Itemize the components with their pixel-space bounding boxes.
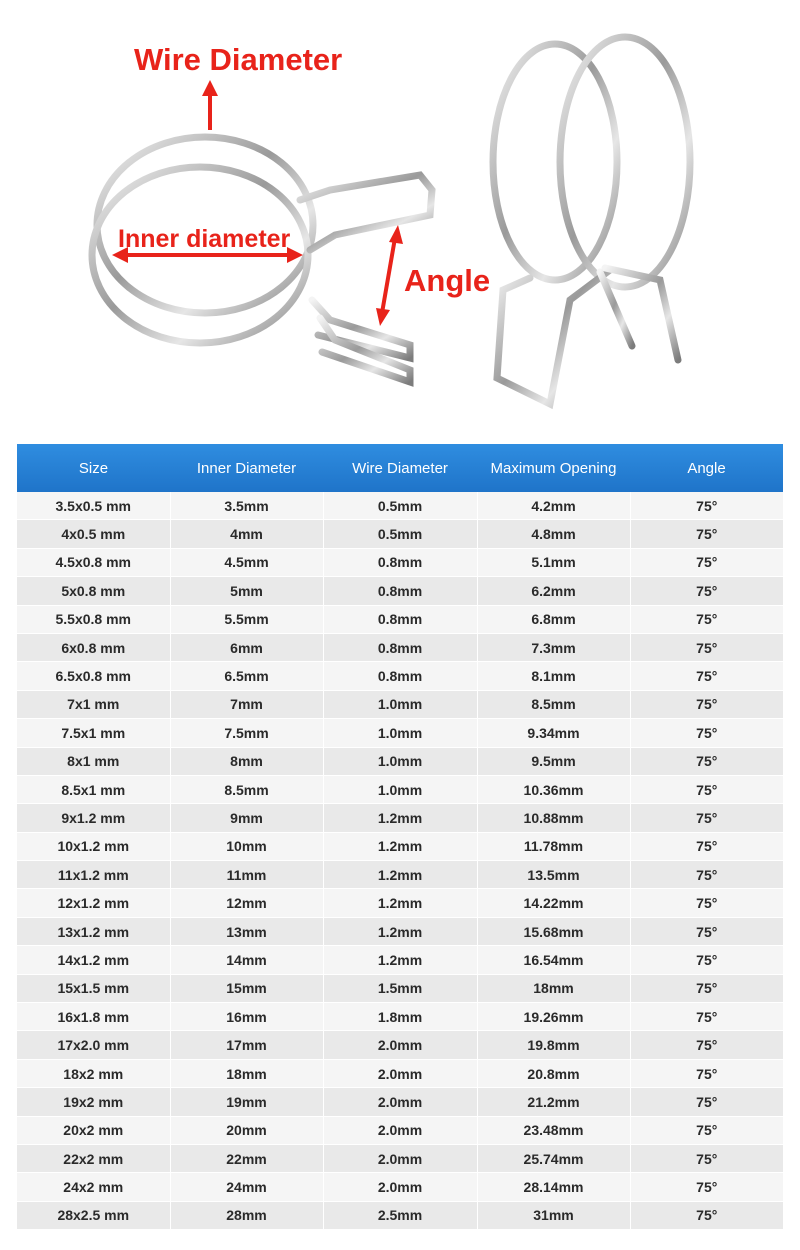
cell-size: 8x1 mm	[17, 747, 170, 775]
cell-angle: 75°	[630, 1144, 783, 1172]
cell-size: 3.5x0.5 mm	[17, 492, 170, 520]
table-row	[17, 662, 783, 690]
cell-wire-diameter: 0.5mm	[323, 520, 477, 548]
cell-inner-diameter: 20mm	[170, 1116, 323, 1144]
cell-wire-diameter: 1.0mm	[323, 690, 477, 718]
table-row	[17, 917, 783, 945]
table-row	[17, 1003, 783, 1031]
cell-wire-diameter: 1.5mm	[323, 974, 477, 1002]
cell-maximum-opening: 5.1mm	[477, 548, 630, 576]
cell-maximum-opening: 28.14mm	[477, 1173, 630, 1201]
cell-wire-diameter: 1.2mm	[323, 889, 477, 917]
table-row	[17, 747, 783, 775]
cell-size: 15x1.5 mm	[17, 974, 170, 1002]
cell-size: 5.5x0.8 mm	[17, 605, 170, 633]
annotation-arrows	[112, 80, 403, 326]
angle-arrow	[382, 238, 395, 313]
cell-angle: 75°	[630, 1031, 783, 1059]
cell-maximum-opening: 20.8mm	[477, 1059, 630, 1087]
cell-angle: 75°	[630, 1116, 783, 1144]
cell-angle: 75°	[630, 946, 783, 974]
cell-wire-diameter: 1.0mm	[323, 719, 477, 747]
cell-angle: 75°	[630, 492, 783, 520]
cell-wire-diameter: 1.2mm	[323, 917, 477, 945]
cell-size: 5x0.8 mm	[17, 577, 170, 605]
right-clamp-coil-front	[560, 37, 690, 287]
cell-inner-diameter: 5mm	[170, 577, 323, 605]
cell-size: 4.5x0.8 mm	[17, 548, 170, 576]
cell-inner-diameter: 9mm	[170, 804, 323, 832]
table-row	[17, 804, 783, 832]
right-clamp	[493, 37, 690, 404]
cell-wire-diameter: 0.8mm	[323, 548, 477, 576]
cell-wire-diameter: 2.0mm	[323, 1059, 477, 1087]
cell-inner-diameter: 12mm	[170, 889, 323, 917]
cell-maximum-opening: 18mm	[477, 974, 630, 1002]
cell-inner-diameter: 13mm	[170, 917, 323, 945]
cell-size: 6.5x0.8 mm	[17, 662, 170, 690]
cell-wire-diameter: 1.8mm	[323, 1003, 477, 1031]
table-row	[17, 889, 783, 917]
cell-inner-diameter: 6mm	[170, 633, 323, 661]
cell-size: 20x2 mm	[17, 1116, 170, 1144]
cell-maximum-opening: 7.3mm	[477, 633, 630, 661]
cell-maximum-opening: 31mm	[477, 1201, 630, 1229]
cell-wire-diameter: 2.0mm	[323, 1088, 477, 1116]
cell-inner-diameter: 4.5mm	[170, 548, 323, 576]
table-row	[17, 1201, 783, 1229]
cell-angle: 75°	[630, 577, 783, 605]
cell-size: 19x2 mm	[17, 1088, 170, 1116]
cell-maximum-opening: 16.54mm	[477, 946, 630, 974]
cell-inner-diameter: 4mm	[170, 520, 323, 548]
cell-size: 17x2.0 mm	[17, 1031, 170, 1059]
cell-angle: 75°	[630, 690, 783, 718]
cell-angle: 75°	[630, 1201, 783, 1229]
header-angle: Angle	[630, 444, 783, 492]
cell-wire-diameter: 2.0mm	[323, 1116, 477, 1144]
cell-size: 18x2 mm	[17, 1059, 170, 1087]
cell-maximum-opening: 13.5mm	[477, 861, 630, 889]
table-row	[17, 1144, 783, 1172]
cell-wire-diameter: 0.8mm	[323, 577, 477, 605]
cell-angle: 75°	[630, 775, 783, 803]
table-row	[17, 1088, 783, 1116]
cell-angle: 75°	[630, 548, 783, 576]
cell-size: 11x1.2 mm	[17, 861, 170, 889]
cell-angle: 75°	[630, 1173, 783, 1201]
cell-inner-diameter: 15mm	[170, 974, 323, 1002]
cell-inner-diameter: 24mm	[170, 1173, 323, 1201]
cell-size: 7x1 mm	[17, 690, 170, 718]
cell-wire-diameter: 0.8mm	[323, 605, 477, 633]
table-row	[17, 719, 783, 747]
cell-maximum-opening: 11.78mm	[477, 832, 630, 860]
cell-size: 22x2 mm	[17, 1144, 170, 1172]
cell-maximum-opening: 10.36mm	[477, 775, 630, 803]
cell-angle: 75°	[630, 804, 783, 832]
cell-wire-diameter: 2.5mm	[323, 1201, 477, 1229]
table-row	[17, 633, 783, 661]
header-inner-diameter: Inner Diameter	[170, 444, 323, 492]
cell-maximum-opening: 6.2mm	[477, 577, 630, 605]
cell-maximum-opening: 15.68mm	[477, 917, 630, 945]
cell-wire-diameter: 0.8mm	[323, 633, 477, 661]
cell-maximum-opening: 9.34mm	[477, 719, 630, 747]
cell-inner-diameter: 17mm	[170, 1031, 323, 1059]
inner-diameter-label: Inner diameter	[118, 225, 291, 253]
left-clamp	[92, 137, 432, 382]
cell-maximum-opening: 25.74mm	[477, 1144, 630, 1172]
cell-wire-diameter: 1.2mm	[323, 861, 477, 889]
cell-size: 6x0.8 mm	[17, 633, 170, 661]
cell-wire-diameter: 1.2mm	[323, 832, 477, 860]
cell-angle: 75°	[630, 633, 783, 661]
table-row	[17, 946, 783, 974]
cell-angle: 75°	[630, 917, 783, 945]
cell-wire-diameter: 0.8mm	[323, 662, 477, 690]
cell-size: 14x1.2 mm	[17, 946, 170, 974]
table-header-row	[17, 444, 783, 492]
table-row	[17, 974, 783, 1002]
table-row	[17, 861, 783, 889]
header-maximum-opening: Maximum Opening	[477, 444, 630, 492]
cell-angle: 75°	[630, 719, 783, 747]
cell-angle: 75°	[630, 1059, 783, 1087]
cell-inner-diameter: 16mm	[170, 1003, 323, 1031]
cell-size: 4x0.5 mm	[17, 520, 170, 548]
right-clamp-handle-left	[497, 270, 610, 404]
cell-inner-diameter: 5.5mm	[170, 605, 323, 633]
table-row	[17, 548, 783, 576]
cell-maximum-opening: 10.88mm	[477, 804, 630, 832]
cell-size: 12x1.2 mm	[17, 889, 170, 917]
angle-label: Angle	[404, 263, 491, 298]
cell-inner-diameter: 19mm	[170, 1088, 323, 1116]
cell-angle: 75°	[630, 662, 783, 690]
right-clamp-coil-back	[493, 44, 617, 280]
cell-wire-diameter: 2.0mm	[323, 1144, 477, 1172]
table-row	[17, 520, 783, 548]
cell-maximum-opening: 19.8mm	[477, 1031, 630, 1059]
cell-inner-diameter: 3.5mm	[170, 492, 323, 520]
cell-maximum-opening: 9.5mm	[477, 747, 630, 775]
cell-angle: 75°	[630, 861, 783, 889]
cell-inner-diameter: 8mm	[170, 747, 323, 775]
table-row	[17, 775, 783, 803]
header-wire-diameter: Wire Diameter	[323, 444, 477, 492]
cell-angle: 75°	[630, 747, 783, 775]
left-clamp-handle-upper	[300, 175, 432, 250]
table-row	[17, 492, 783, 520]
cell-maximum-opening: 19.26mm	[477, 1003, 630, 1031]
cell-maximum-opening: 8.5mm	[477, 690, 630, 718]
table-row	[17, 690, 783, 718]
cell-wire-diameter: 1.0mm	[323, 775, 477, 803]
cell-size: 9x1.2 mm	[17, 804, 170, 832]
cell-size: 13x1.2 mm	[17, 917, 170, 945]
product-illustration	[0, 0, 800, 430]
cell-inner-diameter: 14mm	[170, 946, 323, 974]
cell-angle: 75°	[630, 605, 783, 633]
table-row	[17, 1173, 783, 1201]
cell-inner-diameter: 28mm	[170, 1201, 323, 1229]
size-table	[17, 444, 783, 1230]
cell-maximum-opening: 23.48mm	[477, 1116, 630, 1144]
spring-clamp-drawing	[0, 0, 800, 430]
cell-maximum-opening: 4.8mm	[477, 520, 630, 548]
table-row	[17, 832, 783, 860]
cell-maximum-opening: 4.2mm	[477, 492, 630, 520]
cell-inner-diameter: 8.5mm	[170, 775, 323, 803]
cell-maximum-opening: 6.8mm	[477, 605, 630, 633]
cell-size: 28x2.5 mm	[17, 1201, 170, 1229]
table-row	[17, 1059, 783, 1087]
table-row	[17, 605, 783, 633]
table-row	[17, 1031, 783, 1059]
cell-wire-diameter: 2.0mm	[323, 1173, 477, 1201]
cell-size: 16x1.8 mm	[17, 1003, 170, 1031]
cell-inner-diameter: 22mm	[170, 1144, 323, 1172]
cell-wire-diameter: 0.5mm	[323, 492, 477, 520]
cell-inner-diameter: 6.5mm	[170, 662, 323, 690]
table-body	[17, 492, 783, 1230]
cell-wire-diameter: 1.0mm	[323, 747, 477, 775]
cell-wire-diameter: 1.2mm	[323, 946, 477, 974]
table-row	[17, 1116, 783, 1144]
header-size: Size	[17, 444, 170, 492]
cell-maximum-opening: 14.22mm	[477, 889, 630, 917]
cell-inner-diameter: 7mm	[170, 690, 323, 718]
cell-size: 10x1.2 mm	[17, 832, 170, 860]
cell-size: 8.5x1 mm	[17, 775, 170, 803]
cell-angle: 75°	[630, 889, 783, 917]
cell-maximum-opening: 21.2mm	[477, 1088, 630, 1116]
cell-inner-diameter: 7.5mm	[170, 719, 323, 747]
cell-wire-diameter: 1.2mm	[323, 804, 477, 832]
cell-angle: 75°	[630, 974, 783, 1002]
cell-size: 7.5x1 mm	[17, 719, 170, 747]
cell-size: 24x2 mm	[17, 1173, 170, 1201]
table-row	[17, 577, 783, 605]
cell-inner-diameter: 10mm	[170, 832, 323, 860]
cell-angle: 75°	[630, 1003, 783, 1031]
cell-angle: 75°	[630, 520, 783, 548]
wire-diameter-label: Wire Diameter	[134, 42, 343, 77]
cell-maximum-opening: 8.1mm	[477, 662, 630, 690]
cell-wire-diameter: 2.0mm	[323, 1031, 477, 1059]
cell-angle: 75°	[630, 832, 783, 860]
cell-inner-diameter: 18mm	[170, 1059, 323, 1087]
cell-angle: 75°	[630, 1088, 783, 1116]
cell-inner-diameter: 11mm	[170, 861, 323, 889]
